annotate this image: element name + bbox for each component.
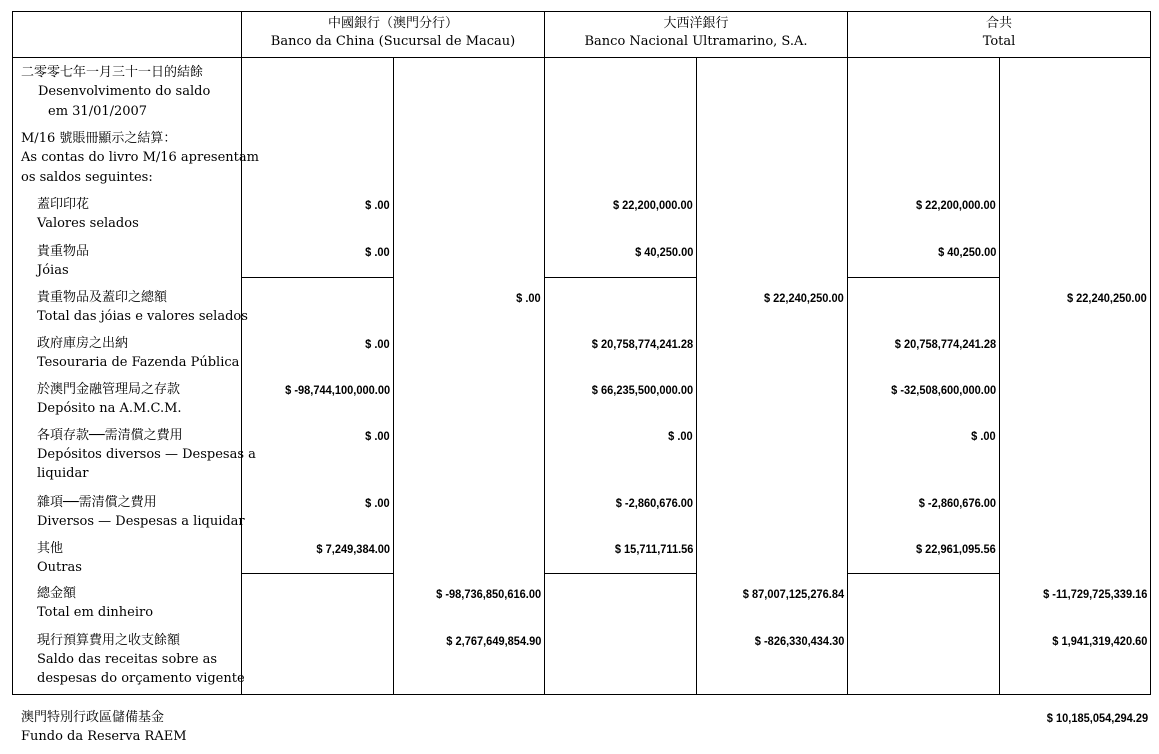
row-label-pt: Valores selados — [37, 216, 139, 231]
row-value-a: $ .00 — [365, 429, 390, 443]
row-value-b: $ -2,860,676.00 — [615, 496, 693, 510]
row-label-zh: 於澳門金融管理局之存款 — [37, 382, 181, 397]
row-label-pt: Tesouraria de Fazenda Pública — [37, 355, 240, 370]
row-value-b: $ 40,250.00 — [634, 245, 693, 259]
m16-zh: M/16 號賬冊顯示之結算： — [21, 131, 177, 146]
row-label-zh: 蓋印印花 — [37, 197, 90, 212]
row-value-c: $ 22,200,000.00 — [916, 198, 996, 212]
row-value-ct: $ -11,729,725,339.16 — [1042, 587, 1147, 601]
reserve-fund-pt: Fundo da Reserva RAEM — [21, 729, 187, 744]
row-value-c: $ 20,758,774,241.28 — [894, 337, 996, 351]
header-boc-pt: Banco da China (Sucursal de Macau) — [270, 34, 516, 49]
header-bnu — [545, 15, 847, 51]
row-value-bt: $ 22,240,250.00 — [764, 291, 844, 305]
row-label-zh: 其他 — [37, 541, 64, 556]
row-label-pt: liquidar — [37, 466, 89, 481]
row-value-at: $ 2,767,649,854.90 — [445, 634, 541, 648]
row-label-pt: despesas do orçamento vigente — [37, 671, 245, 686]
header-bnu-zh: 大西洋銀行 — [663, 16, 729, 31]
header-boc — [242, 15, 544, 51]
row-value-c: $ .00 — [971, 429, 996, 443]
row-label-pt: Depósito na A.M.C.M. — [37, 401, 182, 416]
row-value-c: $ -2,860,676.00 — [918, 496, 996, 510]
row-value-at: $ -98,736,850,616.00 — [436, 587, 541, 601]
header-total-pt: Total — [982, 34, 1016, 49]
row-label-pt: Depósitos diversos — Despesas a — [37, 447, 256, 462]
header-total-zh: 合共 — [985, 16, 1012, 31]
intro-pt1: Desenvolvimento do saldo — [38, 84, 211, 99]
row-value-a: $ .00 — [365, 496, 390, 510]
header-boc-zh: 中國銀行（澳門分行） — [327, 16, 458, 31]
row-value-bt: $ -826,330,434.30 — [754, 634, 844, 648]
row-label-pt: Total em dinheiro — [37, 605, 154, 620]
row-value-c: $ 40,250.00 — [937, 245, 996, 259]
row-value-a: $ 7,249,384.00 — [316, 542, 390, 556]
header-bnu-pt: Banco Nacional Ultramarino, S.A. — [584, 34, 808, 49]
header-total — [848, 15, 1150, 51]
row-label-zh: 總金額 — [37, 586, 77, 601]
row-value-a: $ .00 — [365, 198, 390, 212]
row-value-b: $ 15,711,711.56 — [614, 542, 693, 556]
m16-pt1: As contas do livro M/16 apresentam — [21, 150, 259, 165]
row-label-pt: Jóias — [37, 263, 69, 278]
row-label-zh: 政府庫房之出納 — [37, 336, 129, 351]
row-value-c: $ 22,961,095.56 — [916, 542, 996, 556]
row-label-zh: 現行預算費用之收支餘額 — [37, 633, 181, 648]
reserve-fund-value: $ 10,185,054,294.29 — [1046, 711, 1148, 725]
row-value-a: $ -98,744,100,000.00 — [285, 383, 390, 397]
row-value-c: $ -32,508,600,000.00 — [891, 383, 996, 397]
row-label-zh: 貴重物品及蓋印之總額 — [37, 290, 168, 305]
row-value-b: $ 66,235,500,000.00 — [591, 383, 693, 397]
intro-zh: 二零零七年一月三十一日的結餘 — [21, 65, 204, 80]
reserve-fund-zh: 澳門特別行政區儲備基金 — [21, 710, 165, 725]
row-value-at: $ .00 — [516, 291, 541, 305]
row-label-zh: 雜項──需清償之費用 — [37, 495, 157, 510]
row-value-a: $ .00 — [365, 337, 390, 351]
row-value-b: $ .00 — [668, 429, 693, 443]
intro-pt2: em 31/01/2007 — [48, 104, 148, 119]
row-label-pt: Total das jóias e valores selados — [37, 309, 248, 324]
row-value-b: $ 22,200,000.00 — [613, 198, 693, 212]
row-label-pt: Outras — [37, 560, 82, 575]
m16-pt2: os saldos seguintes: — [21, 170, 153, 185]
row-label-zh: 貴重物品 — [37, 244, 90, 259]
row-value-ct: $ 22,240,250.00 — [1067, 291, 1147, 305]
row-value-bt: $ 87,007,125,276.84 — [742, 587, 844, 601]
row-value-a: $ .00 — [365, 245, 390, 259]
row-label-zh: 各項存款──需清償之費用 — [37, 428, 183, 443]
row-label-pt: Diversos — Despesas a liquidar — [37, 514, 245, 529]
row-label-pt: Saldo das receitas sobre as — [37, 652, 218, 667]
row-value-b: $ 20,758,774,241.28 — [591, 337, 693, 351]
row-value-ct: $ 1,941,319,420.60 — [1051, 634, 1147, 648]
